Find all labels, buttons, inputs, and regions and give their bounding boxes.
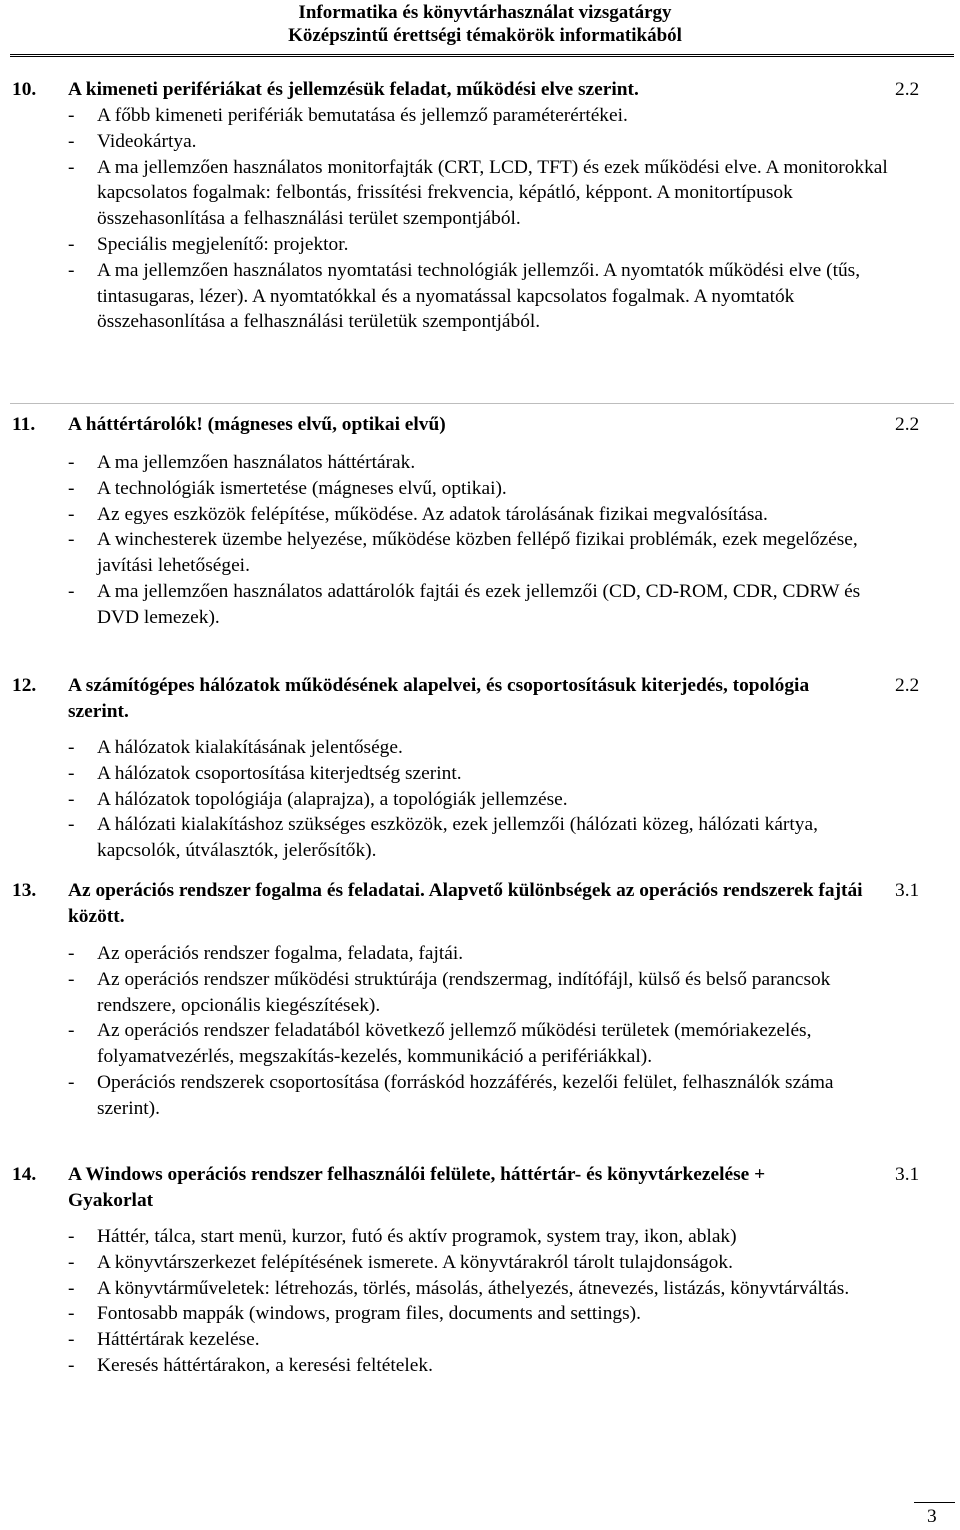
section-code: 2.2: [895, 675, 920, 696]
list-item: - A hálózatok topológiája (alaprajza), a topológiák jellemzése.: [68, 788, 568, 810]
list-item: - A hálózati kialakításhoz szükséges eszközök, ezek jellemzői (hálózati közeg, hálózati kártya, kapcsolók, útválasztók, jelerősítők).: [68, 814, 818, 862]
section-code: 3.1: [895, 880, 920, 901]
list-item: - A ma jellemzően használatos háttértárak.: [68, 452, 416, 473]
page-number: 3: [927, 1506, 937, 1527]
list-item: - Háttér, tálca, start menü, kurzor, futó és aktív programok, system tray, ikon, ablak): [68, 1226, 737, 1247]
section-number: 14.: [12, 1164, 37, 1185]
header-divider: [10, 54, 954, 57]
section-item-list: [68, 735, 898, 864]
list-item: - A ma jellemzően használatos nyomtatási technológiák jellemzői. A nyomtatók működési elve (tűs, tintasugaras, lézer). A nyomtatókkal és a nyomatással kapcsolatos fogalmak. A nyomtatók összehasonlítása a felhasználási területük szempontjából.: [68, 259, 861, 333]
section-code: 2.2: [895, 79, 920, 100]
list-item: - A könyvtárszerkezet felépítésének ismerete. A könyvtárakról tárolt tulajdonságok.: [68, 1251, 733, 1273]
list-item: - Az operációs rendszer feladatából következő jellemző működési területek (memóriakezelés, folyamatvezérlés, megszakítás-kezelés, kommunikáció a perifériákkal).: [68, 1020, 812, 1068]
section-number: 11.: [12, 414, 36, 435]
section-divider: [10, 403, 954, 404]
page-number-rule: [914, 1502, 955, 1503]
list-item: - Speciális megjelenítő: projektor.: [68, 233, 349, 255]
list-item: - A ma jellemzően használatos adattárolók fajtái és ezek jellemzői (CD, CD-ROM, CDR, CDRW és DVD lemezek).: [68, 580, 861, 628]
section-item-list: [68, 103, 898, 335]
section-number: 12.: [12, 675, 37, 696]
list-item: - Operációs rendszerek csoportosítása (forráskód hozzáférés, kezelői felület, felhasználók száma szerint).: [68, 1071, 834, 1119]
section-number: 13.: [12, 880, 37, 901]
list-item: - A ma jellemzően használatos monitorfajták (CRT, LCD, TFT) és ezek működési elve. A monitorokkal kapcsolatos fogalmak: felbontás, frissítési frekvencia, képátló, képpont. A monitortípusok összehasonlítása a felhasználási terület szempontjából.: [68, 156, 888, 230]
section-title: A Windows operációs rendszer felhasználói felülete, háttértár- és könyvtárkezelése + Gyakorlat: [68, 1164, 766, 1211]
section-title: A kimeneti perifériákat és jellemzésük feladat, működési elve szerint.: [68, 79, 639, 100]
section-number: 10.: [12, 79, 37, 100]
section-title: Az operációs rendszer fogalma és feladatai. Alapvető különbségek az operációs rendszerek fajtái között.: [68, 880, 863, 927]
section-title: A számítógépes hálózatok működésének alapelvei, és csoportosításuk kiterjedés, topológia szerint.: [68, 675, 810, 722]
section-item-list: [68, 1224, 908, 1379]
list-item: - A hálózatok kialakításának jelentősége.: [68, 737, 403, 758]
list-item: - Háttértárak kezelése.: [68, 1329, 260, 1351]
header-level: Középszintű érettségi témakörök informatikából: [288, 25, 682, 46]
section-code: 2.2: [895, 414, 920, 435]
section-item-list: [68, 941, 898, 1122]
list-item: - Keresés háttértárakon, a keresési feltételek.: [68, 1354, 433, 1376]
section-title: A háttértárolók! (mágneses elvű, optikai elvű): [68, 414, 446, 435]
list-item: - Videokártya.: [68, 130, 197, 152]
list-item: - Fontosabb mappák (windows, program files, documents and settings).: [68, 1303, 641, 1325]
list-item: - A könyvtárműveletek: létrehozás, törlés, másolás, áthelyezés, átnevezés, listázás, könyvtárváltás.: [68, 1277, 850, 1299]
section-item-list: [68, 450, 898, 631]
list-item: - A hálózatok csoportosítása kiterjedtség szerint.: [68, 762, 462, 784]
list-item: - A főbb kimeneti perifériák bemutatása és jellemző paraméterértékei.: [68, 105, 628, 126]
list-item: - Az operációs rendszer működési struktúrája (rendszermag, indítófájl, külső és belső parancsok rendszere, opcionális kiegészítések).: [68, 968, 831, 1016]
list-item: - A technológiák ismertetése (mágneses elvű, optikai).: [68, 477, 507, 499]
section-code: 3.1: [895, 1164, 920, 1185]
list-item: - A winchesterek üzembe helyezése, működése közben fellépő fizikai problémák, ezek megelőzése, javítási lehetőségei.: [68, 529, 858, 577]
list-item: - Az operációs rendszer fogalma, feladata, fajtái.: [68, 943, 464, 964]
list-item: - Az egyes eszközök felépítése, működése. Az adatok tárolásának fizikai megvalósítása.: [68, 503, 768, 525]
header-subject: Informatika és könyvtárhasználat vizsgatárgy: [298, 2, 672, 23]
